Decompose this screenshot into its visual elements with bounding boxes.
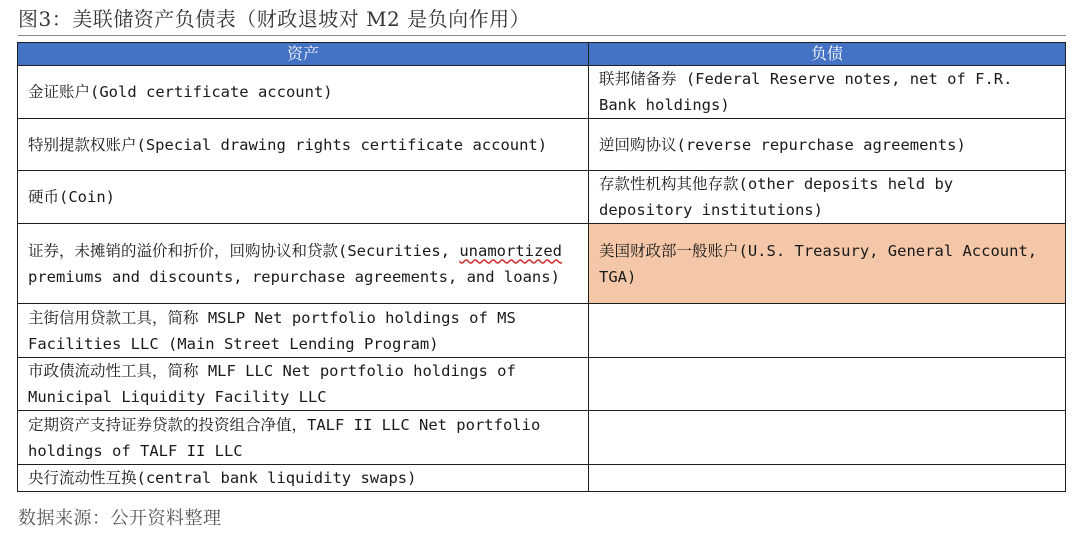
asset-cell: 金证账户(Gold certificate account): [18, 66, 589, 119]
table-row: [18, 358, 1066, 411]
table-row: [18, 66, 1066, 119]
title-divider: [18, 35, 1066, 36]
source-note: 数据来源：公开资料整理: [18, 508, 222, 529]
liability-cell-empty: [589, 411, 1066, 465]
liability-cell-empty: [589, 358, 1066, 411]
header-assets: 资产: [18, 43, 589, 66]
liability-cell-empty: [589, 465, 1066, 492]
table-header-row: [18, 43, 1066, 66]
asset-cell: 主街信用贷款工具，简称 MSLP Net portfolio holdings of MS Facilities LLC (Main Street Lending Program): [18, 304, 589, 358]
liability-cell: 逆回购协议(reverse repurchase agreements): [589, 119, 1066, 171]
table-row: [18, 171, 1066, 224]
table-row: [18, 304, 1066, 358]
asset-cell: 定期资产支持证券贷款的投资组合净值，TALF II LLC Net portfolio holdings of TALF II LLC: [18, 411, 589, 465]
liability-cell-empty: [589, 304, 1066, 358]
asset-text-prefix: 证券，未摊销的溢价和折价，回购协议和贷款(Securities,: [28, 241, 460, 260]
liability-cell: 联邦储备券 (Federal Reserve notes, net of F.R. Bank holdings): [589, 66, 1066, 119]
header-liabilities: 负债: [589, 43, 1066, 66]
asset-cell: 市政债流动性工具，简称 MLF LLC Net portfolio holdings of Municipal Liquidity Facility LLC: [18, 358, 589, 411]
asset-cell: 特别提款权账户(Special drawing rights certificate account): [18, 119, 589, 171]
table-row: [18, 224, 1066, 304]
liability-cell: 存款性机构其他存款(other deposits held by depository institutions): [589, 171, 1066, 224]
asset-cell: [18, 224, 589, 304]
liability-cell-highlighted: 美国财政部一般账户(U.S. Treasury, General Account, TGA): [589, 224, 1066, 304]
table-row: [18, 119, 1066, 171]
table-row: [18, 411, 1066, 465]
figure-title: 图3：美联储资产负债表（财政退坡对 M2 是负向作用）: [18, 7, 531, 31]
balance-sheet-table: [17, 42, 1066, 492]
table-row: [18, 465, 1066, 492]
asset-cell: 央行流动性互换(central bank liquidity swaps): [18, 465, 589, 492]
asset-text-suffix: premiums and discounts, repurchase agreements, and loans): [28, 267, 560, 286]
asset-cell: 硬币(Coin): [18, 171, 589, 224]
spellcheck-flagged-word: unamortized: [459, 241, 562, 260]
